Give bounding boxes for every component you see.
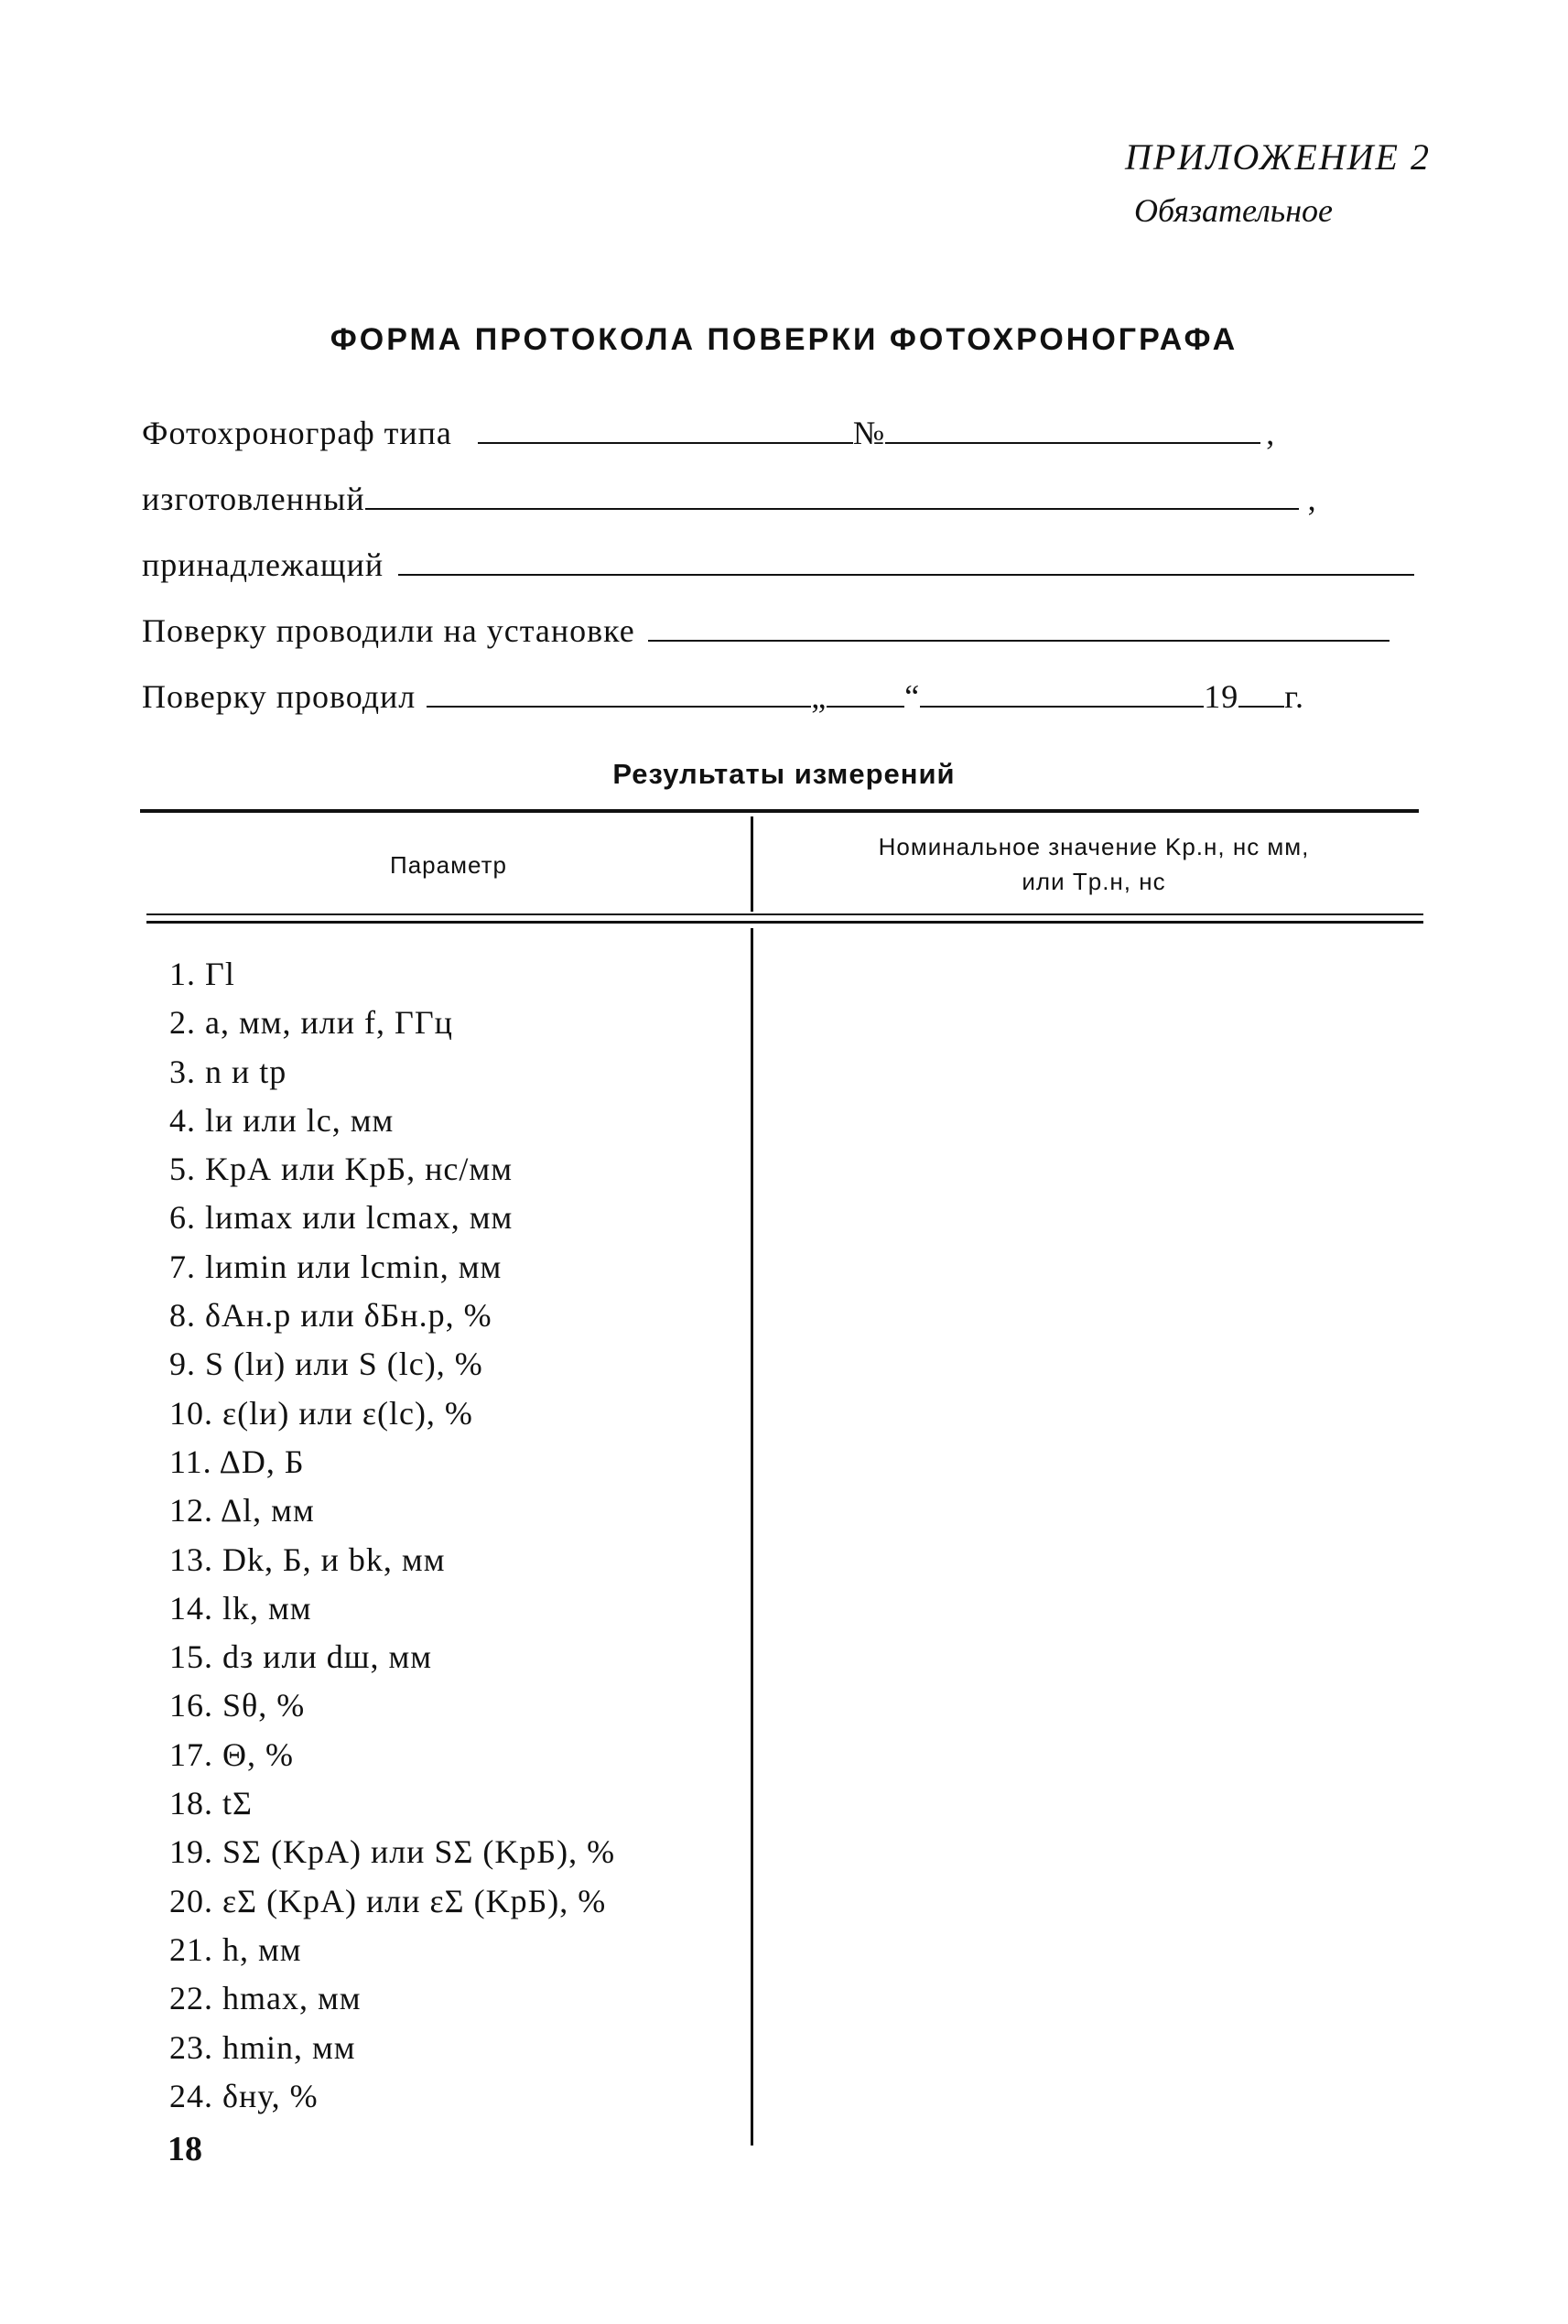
parameter-row: 21. h, мм xyxy=(169,1930,302,1968)
parameter-row: 6. lиmax или lсmax, мм xyxy=(169,1199,514,1237)
parameter-row: 5. KрА или KрБ, нс/мм xyxy=(169,1151,513,1188)
page-number: 18 xyxy=(168,2130,202,2168)
type-label: Фотохронограф типа xyxy=(142,415,452,451)
column-header-parameter: Параметр xyxy=(390,851,507,879)
column-header-nominal xyxy=(760,829,1428,899)
parameter-row: 10. ε(lи) или ε(lс), % xyxy=(169,1394,473,1432)
parameter-row: 19. SΣ (KрА) или SΣ (KрБ), % xyxy=(169,1833,616,1871)
field-owner xyxy=(142,546,1414,584)
parameter-row: 8. δАн.р или δБн.р, % xyxy=(169,1297,492,1335)
parameter-row: 24. δну, % xyxy=(169,2077,319,2114)
appendix-subtitle: Обязательное xyxy=(1134,192,1334,229)
parameter-row: 22. hmax, мм xyxy=(169,1980,362,2017)
field-setup xyxy=(142,611,1390,650)
parameter-row: 20. εΣ (KрА) или εΣ (KрБ), % xyxy=(169,1882,607,1919)
number-blank[interactable] xyxy=(885,442,1260,444)
setup-label: Поверку проводили на установке xyxy=(142,612,635,649)
day-blank[interactable] xyxy=(827,706,904,708)
number-label: № xyxy=(852,415,886,451)
parameter-row: 16. Sθ, % xyxy=(169,1687,306,1724)
parameter-row: 13. Dk, Б, и bk, мм xyxy=(169,1540,446,1578)
parameter-row: 1. Гl xyxy=(169,956,235,992)
parameter-row: 12. Δl, мм xyxy=(169,1492,315,1530)
parameter-row: 3. n и tр xyxy=(169,1053,287,1090)
year-suffix: г. xyxy=(1284,678,1304,715)
results-title: Результаты измерений xyxy=(612,758,956,790)
manufactured-label: изготовленный xyxy=(142,481,365,517)
form-title: ФОРМА ПРОТОКОЛА ПОВЕРКИ ФОТОХРОНОГРАФА xyxy=(330,322,1238,357)
column-header-nominal-line1: Номинальное значение Kр.н, нс мм, xyxy=(878,833,1310,860)
setup-blank[interactable] xyxy=(648,640,1390,642)
parameter-row: 14. lk, мм xyxy=(169,1589,312,1627)
parameter-row: 15. dз или dш, мм xyxy=(169,1638,432,1676)
owner-label: принадлежащий xyxy=(142,546,384,583)
field-manufactured xyxy=(142,480,1317,518)
appendix-title: ПРИЛОЖЕНИЕ 2 xyxy=(1125,136,1431,178)
table-header-rule xyxy=(146,913,1423,915)
manufactured-blank[interactable] xyxy=(365,508,1299,510)
appendix-header xyxy=(1125,135,1431,230)
parameter-row: 2. a, мм, или f, ГГц xyxy=(169,1004,453,1042)
field-type xyxy=(142,414,1275,452)
year-blank[interactable] xyxy=(1238,706,1284,708)
comma: , xyxy=(1266,415,1276,451)
year-prefix: 19 xyxy=(1204,678,1239,715)
date-close-quote: “ xyxy=(904,678,921,715)
comma: , xyxy=(1307,481,1317,517)
parameter-row: 17. Θ, % xyxy=(169,1735,294,1773)
parameter-row: 18. tΣ xyxy=(169,1785,253,1822)
column-header-nominal-line2: или Tр.н, нс xyxy=(1022,868,1166,895)
parameter-row: 7. lиmin или lсmin, мм xyxy=(169,1248,503,1285)
date-open-quote: „ xyxy=(811,678,827,715)
parameter-list xyxy=(169,950,615,2121)
parameter-row: 23. hmin, мм xyxy=(169,2028,356,2066)
type-blank[interactable] xyxy=(478,442,853,444)
table-header-rule-double xyxy=(146,921,1423,924)
verifier-label: Поверку проводил xyxy=(142,678,416,715)
table-column-divider xyxy=(751,928,753,2146)
field-verifier xyxy=(142,677,1304,716)
table-top-rule xyxy=(140,809,1419,813)
parameter-row: 11. ΔD, Б xyxy=(169,1443,305,1480)
table-header-divider xyxy=(751,816,753,912)
parameter-row: 4. lи или lс, мм xyxy=(169,1101,395,1139)
verifier-blank[interactable] xyxy=(427,706,811,708)
owner-blank[interactable] xyxy=(398,574,1414,576)
parameter-row: 9. S (lи) или S (lс), % xyxy=(169,1346,483,1383)
month-blank[interactable] xyxy=(920,706,1204,708)
